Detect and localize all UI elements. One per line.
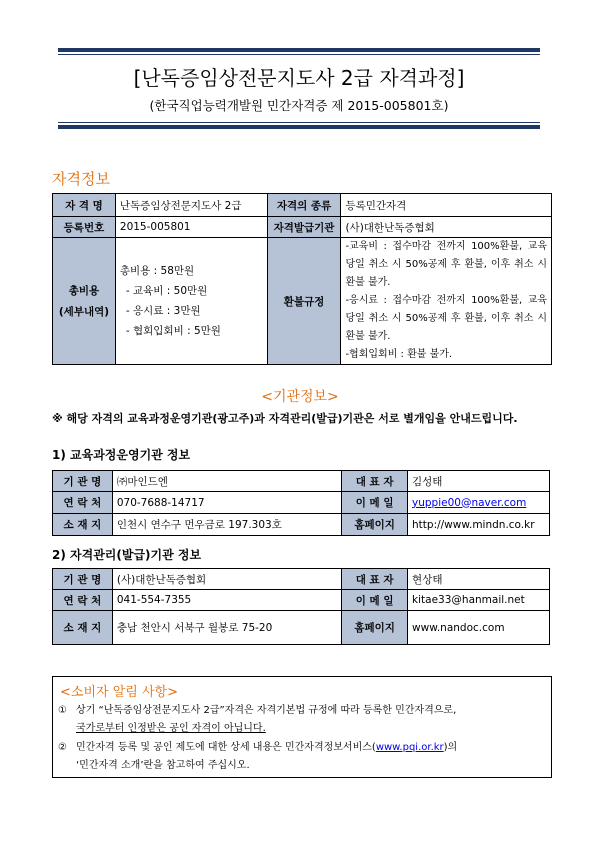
consumer-item-2-line-1: 민간자격 등록 및 공인 제도에 대한 상세 내용은 민간자격정보서비스(	[76, 742, 376, 753]
edu-label-org: 기 관 명	[53, 471, 113, 492]
mgmt-homepage[interactable]: www.nandoc.com	[408, 611, 550, 645]
consumer-item-2	[58, 739, 546, 775]
value-reg-no: 2015-005801	[115, 217, 267, 238]
value-name: 난독증임상전문지도사 2급	[115, 194, 267, 217]
fee-edu: - 교육비 : 50만원	[125, 285, 208, 297]
mgmt-rep: 현상태	[408, 569, 550, 590]
mgmt-contact: 041-554-7355	[112, 590, 341, 611]
page-subtitle: (한국직업능력개발원 민간자격증 제 2015-005801호)	[149, 98, 449, 113]
refund-edu: -교육비 : 접수마감 전까지 100%환불, 교육 당일 취소 시 50%공제 후 환불, 이후 취소 시 환불 불가.	[345, 241, 547, 288]
mgmt-org: (사)대한난독증협회	[112, 569, 341, 590]
fee-list	[115, 238, 267, 365]
mgmt-org-heading: 2) 자격관리(발급)기관 정보	[52, 548, 202, 562]
header-bottom-rule	[58, 125, 540, 129]
edu-rep: 김성태	[408, 471, 550, 492]
value-issuer: (사)대한난독증협회	[341, 217, 552, 238]
label-issuer: 자격발급기관	[267, 217, 341, 238]
section-title-qualification: 자격정보	[52, 170, 110, 188]
refund-exam: -응시료 : 접수마감 전까지 100%환불, 교육 당일 취소 시 50%공제 후 환불, 이후 취소 시 환불 불가.	[345, 295, 547, 342]
header-bottom-thin-rule	[58, 122, 540, 123]
mgmt-org-table	[52, 568, 550, 645]
institution-notice: ※ 해당 자격의 교육과정운영기관(광고주)과 자격관리(발급)기관은 서로 별개임을 안내드립니다.	[52, 412, 518, 425]
edu-org-heading: 1) 교육과정운영기관 정보	[52, 448, 191, 462]
edu-label-email: 이 메 일	[342, 492, 408, 514]
label-fee-detail: (세부내역)	[58, 306, 110, 318]
consumer-item-1	[58, 702, 546, 738]
label-fee	[53, 238, 116, 365]
mgmt-label-home: 홈페이지	[342, 611, 408, 645]
edu-label-addr: 소 재 지	[53, 514, 113, 536]
consumer-item-1-number: ①	[58, 705, 67, 716]
value-type: 등록민간자격	[341, 194, 552, 217]
page-title: [난독증임상전문지도사 2급 자격과정]	[133, 66, 465, 90]
edu-homepage[interactable]: http://www.mindn.co.kr	[408, 514, 550, 536]
consumer-item-1-line-1: 상기 “난독증임상전문지도사 2급”자격은 자격기본법 규정에 따라 등록한 민간자격으로,	[76, 705, 457, 716]
edu-org-table	[52, 470, 550, 536]
consumer-item-1-line-2: 국가로부터 인정받은 공인 자격이 아닙니다.	[76, 723, 266, 734]
mgmt-email[interactable]: kitae33@hanmail.net	[408, 590, 550, 611]
mgmt-label-contact: 연 락 처	[53, 590, 113, 611]
mgmt-label-addr: 소 재 지	[53, 611, 113, 645]
edu-org: ㈜마인드엔	[112, 471, 341, 492]
consumer-notice-title: <소비자 알림 사항>	[60, 685, 178, 700]
fee-exam: - 응시료 : 3만원	[125, 305, 201, 317]
edu-label-home: 홈페이지	[342, 514, 408, 536]
edu-label-contact: 연 락 처	[53, 492, 113, 514]
label-name: 자 격 명	[53, 194, 116, 217]
consumer-item-2-line-1-end: )의	[443, 742, 458, 753]
mgmt-label-rep: 대 표 자	[342, 569, 408, 590]
edu-label-rep: 대 표 자	[342, 471, 408, 492]
mgmt-label-email: 이 메 일	[342, 590, 408, 611]
refund-list	[341, 238, 552, 365]
label-reg-no: 등록번호	[53, 217, 116, 238]
fee-membership: - 협회입회비 : 5만원	[125, 325, 221, 337]
header-top-rule	[58, 48, 540, 52]
section-title-institution: <기관정보>	[261, 389, 339, 405]
label-type: 자격의 종류	[267, 194, 341, 217]
mgmt-addr: 충남 천안시 서북구 월봉로 75-20	[112, 611, 341, 645]
edu-addr: 인천시 연수구 먼우금로 197.303호	[112, 514, 341, 536]
pqi-link[interactable]: www.pqi.or.kr	[375, 742, 444, 753]
edu-email-link[interactable]: yuppie00@naver.com	[412, 496, 527, 509]
label-refund: 환불규정	[267, 238, 341, 365]
header-top-thin-rule	[58, 54, 540, 55]
fee-total: 총비용 : 58만원	[119, 265, 195, 277]
mgmt-label-org: 기 관 명	[53, 569, 113, 590]
edu-contact: 070-7688-14717	[112, 492, 341, 514]
consumer-item-2-number: ②	[58, 742, 67, 753]
refund-membership: -협회입회비 : 환불 불가.	[345, 349, 453, 360]
label-fee-text: 총비용	[68, 285, 100, 297]
qualification-table	[52, 193, 552, 365]
consumer-item-2-line-2: ‘민간자격 소개’란을 참고하여 주십시오.	[76, 760, 250, 771]
